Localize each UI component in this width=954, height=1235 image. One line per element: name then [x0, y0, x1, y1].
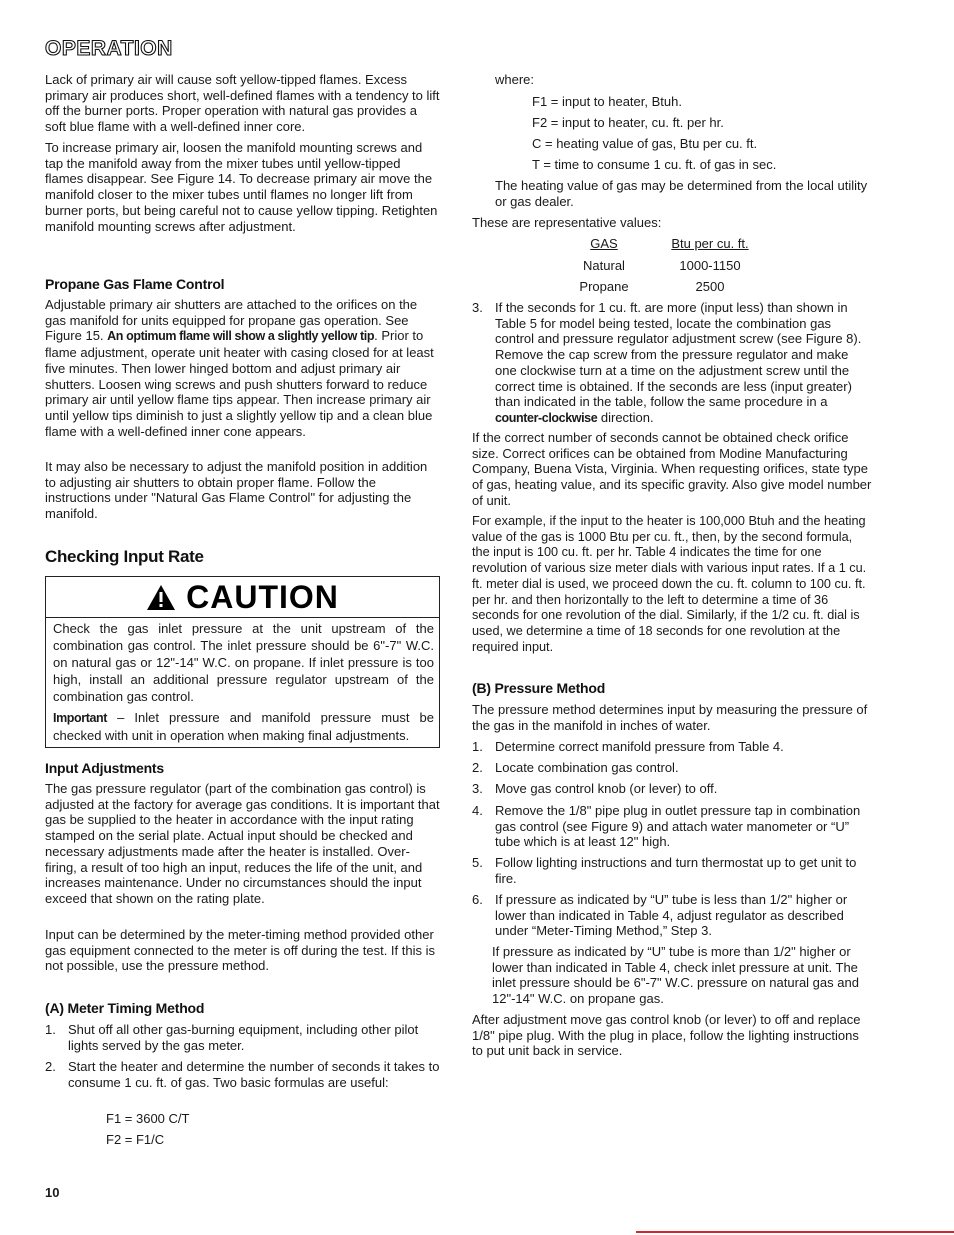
important-label: Important [53, 711, 108, 725]
list-item [45, 1059, 441, 1107]
definition-line: C = heating value of gas, Btu per cu. ft. [532, 136, 758, 151]
heating-value-paragraph: The heating value of gas may be determined from the local utility or gas dealer. [495, 178, 868, 209]
step6-extra-paragraph: If pressure as indicated by “U” tube is more than 1/2" higher or lower than indicated in Table 4, check inlet pressure at unit. The inlet pressure should be 6"-7" W.C. pressure on natural gas and 12"-14" W.C. on propane gas. [492, 944, 859, 1007]
list-item [472, 760, 872, 776]
list-text: Start the heater and determine the number of seconds it takes to consume 1 cu. ft. of gas. Two basic formulas are useful: [68, 1059, 440, 1090]
pressure-method-heading: (B) Pressure Method [472, 680, 606, 696]
propane-emphasis: An optimum flame will show a slightly yellow tip [107, 329, 375, 344]
propane-paragraph-2: It may also be necessary to adjust the manifold position in addition to adjusting air shutters to obtain proper flame. Follow the instructions under "Natural Gas Flame Control" for adjusting the manifold. [45, 459, 428, 522]
footer-accent-line [636, 1231, 954, 1233]
table-header-gas: GAS [590, 236, 618, 251]
where-label: where: [495, 72, 535, 87]
propane-heading: Propane Gas Flame Control [45, 276, 225, 292]
list-text: Determine correct manifold pressure from Table 4. [495, 739, 784, 754]
list-item [472, 855, 872, 887]
list-item [472, 781, 872, 797]
meter-timing-heading: (A) Meter Timing Method [45, 1000, 205, 1016]
caution-body [53, 620, 434, 748]
list-number: 1. [472, 739, 483, 754]
input-adjustments-heading: Input Adjustments [45, 760, 164, 776]
pressure-intro-paragraph: The pressure method determines input by measuring the pressure of the gas in the manifold in inches of water. [472, 702, 868, 733]
list-item [472, 739, 872, 755]
list-item [472, 300, 872, 425]
warning-triangle-icon [146, 584, 176, 611]
list-text: Move gas control knob (or lever) to off. [495, 781, 718, 796]
step3-emphasis: counter-clockwise [495, 410, 598, 425]
important-text: – Inlet pressure and manifold pressure must be checked with unit in operation when making final adjustments. [53, 710, 434, 743]
representative-label: These are representative values: [472, 215, 662, 230]
list-item [472, 803, 872, 851]
after-adjustment-paragraph: After adjustment move gas control knob (or lever) to off and replace 1/8" pipe plug. With the plug in place, follow the lighting instructions to put unit back in service. [472, 1012, 861, 1059]
table-cell: 1000-1150 [679, 258, 741, 273]
page-number: 10 [45, 1185, 60, 1200]
table-cell: Propane [579, 279, 629, 294]
list-text: Locate combination gas control. [495, 760, 679, 775]
input-paragraph-1: The gas pressure regulator (part of the combination gas control) is adjusted at the factory for average gas conditions. It is important that gas be supplied to the heater in accordance with the input rating stamped on the serial plate. Actual input should be checked and necessary adjustments made after the heater is installed. Over-firing, a result of too high an input, reduces the life of the unit, and increases maintenance. Under no circumstances should the input exceed that shown on the rating plate. [45, 781, 440, 906]
list-number: 5. [472, 855, 483, 870]
table-cell: 2500 [695, 279, 725, 294]
list-number: 3. [472, 781, 483, 796]
table-cell: Natural [583, 258, 625, 273]
list-number: 2. [45, 1059, 56, 1074]
list-text: Shut off all other gas-burning equipment, including other pilot lights served by the gas meter. [68, 1022, 419, 1053]
table-header-btu: Btu per cu. ft. [671, 236, 749, 251]
intro-paragraph-1: Lack of primary air will cause soft yellow-tipped flames. Excess primary air produces short, well-defined flames with a tendency to lift off the burner ports. Proper operation with natural gas provides a soft blue flame with a well-defined inner core. [45, 72, 440, 135]
caution-header [46, 577, 439, 618]
list-text: Follow lighting instructions and turn thermostat up to get unit to fire. [495, 855, 857, 886]
list-number: 1. [45, 1022, 56, 1037]
list-item [45, 1022, 441, 1054]
list-text: Remove the 1/8" pipe plug in outlet pressure tap in combination gas control (see Figure 9) and attach water manometer or “U” tube which is at least 12" high. [495, 803, 861, 850]
definition-line: F1 = input to heater, Btuh. [532, 94, 682, 109]
step3-text-a: If the seconds for 1 cu. ft. are more (input less) than shown in Table 5 for model being tested, locate the combination gas control and pressure regulator adjustment screw (see Figure 8). Remove the cap screw from the pressure regulator and make one clockwise turn at a time on the adjustment screw until the correct time is obtained. If the seconds are less (input greater) than indicated in the table, follow the same procedure in a [495, 300, 862, 410]
caution-paragraph: Check the gas inlet pressure at the unit upstream of the combination gas control. The inlet pressure should be 6"-7" W.C. on natural gas or 12"-14" W.C. on propane. If inlet pressure is too high, install an additional pressure regulator upstream of the combination gas control. [53, 621, 434, 704]
caution-important-paragraph [53, 709, 434, 744]
input-paragraph-2: Input can be determined by the meter-timing method provided other gas equipment connected to the meter is off during the test. If this is not possible, use the pressure method. [45, 927, 435, 974]
list-number: 3. [472, 300, 483, 315]
list-number: 6. [472, 892, 483, 907]
orifice-paragraph: If the correct number of seconds cannot be obtained check orifice size. Correct orifices can be obtained from Modine Manufacturing Company, Buena Vista, Virginia. When requesting orifices, state type of gas, heating value, and its specific gravity. Also give model number of unit. [472, 430, 872, 508]
example-paragraph: For example, if the input to the heater is 100,000 Btuh and the heating value of the gas is 1000 Btu per cu. ft., then, by the second formula, the input is 100 cu. ft. per hr. Table 4 indicates the time for one revolution of various size meter dials with various input rates. If a 1 cu. ft. meter dial is used, we proceed down the cu. ft. column to 100 cu. ft. per hr. and then horizontally to the left to determine a time of 36 seconds for one revolution of the dial. Similarly, if the 1/2 cu. ft. dial is used, we determine a time of 18 seconds for one revolution at the required input. [472, 514, 867, 654]
propane-text-a: Adjustable primary air shutters are attached to the orifices on the gas manifold for units equipped for propane gas operation. See Figure 15. [45, 297, 418, 344]
list-text: If pressure as indicated by “U” tube is less than 1/2" higher or lower than indicated in Table 4, adjust regulator as described under “Meter-Timing Method,” Step 3. [495, 892, 848, 939]
formula-2: F2 = F1/C [106, 1132, 165, 1147]
page-title: OPERATION [45, 37, 173, 60]
list-number: 4. [472, 803, 483, 818]
checking-heading: Checking Input Rate [45, 547, 204, 566]
list-item [472, 892, 872, 940]
caution-label: CAUTION [186, 578, 339, 615]
step3-text-c: direction. [597, 409, 654, 425]
list-text [495, 300, 872, 427]
definition-line: T = time to consume 1 cu. ft. of gas in sec. [532, 157, 777, 172]
list-number: 2. [472, 760, 483, 775]
definition-line: F2 = input to heater, cu. ft. per hr. [532, 115, 724, 130]
caution-box [45, 576, 440, 748]
propane-text-c: . Prior to flame adjustment, operate unit heater with casing closed for at least five minutes. Then lower hinged bottom and adjust primary air shutters. Loosen wing screws and push shutters forward to reduce primary air until yellow flame tips appear. Then increase primary air until yellow tips diminish to just a slightly yellow tip and a clean blue flame with a well-defined inner cone appears. [45, 328, 434, 439]
intro-paragraph-2: To increase primary air, loosen the manifold mounting screws and tap the manifold away from the mixer tubes until yellow-tipped flames disappear. See Figure 14. To decrease primary air move the manifold closer to the mixer tubes until flames no longer lift from burner ports, but being careful not to cause yellow tipping. Retighten manifold mounting screws after adjustment. [45, 140, 438, 234]
propane-paragraph-1 [45, 297, 441, 439]
formula-1: F1 = 3600 C/T [106, 1111, 190, 1126]
